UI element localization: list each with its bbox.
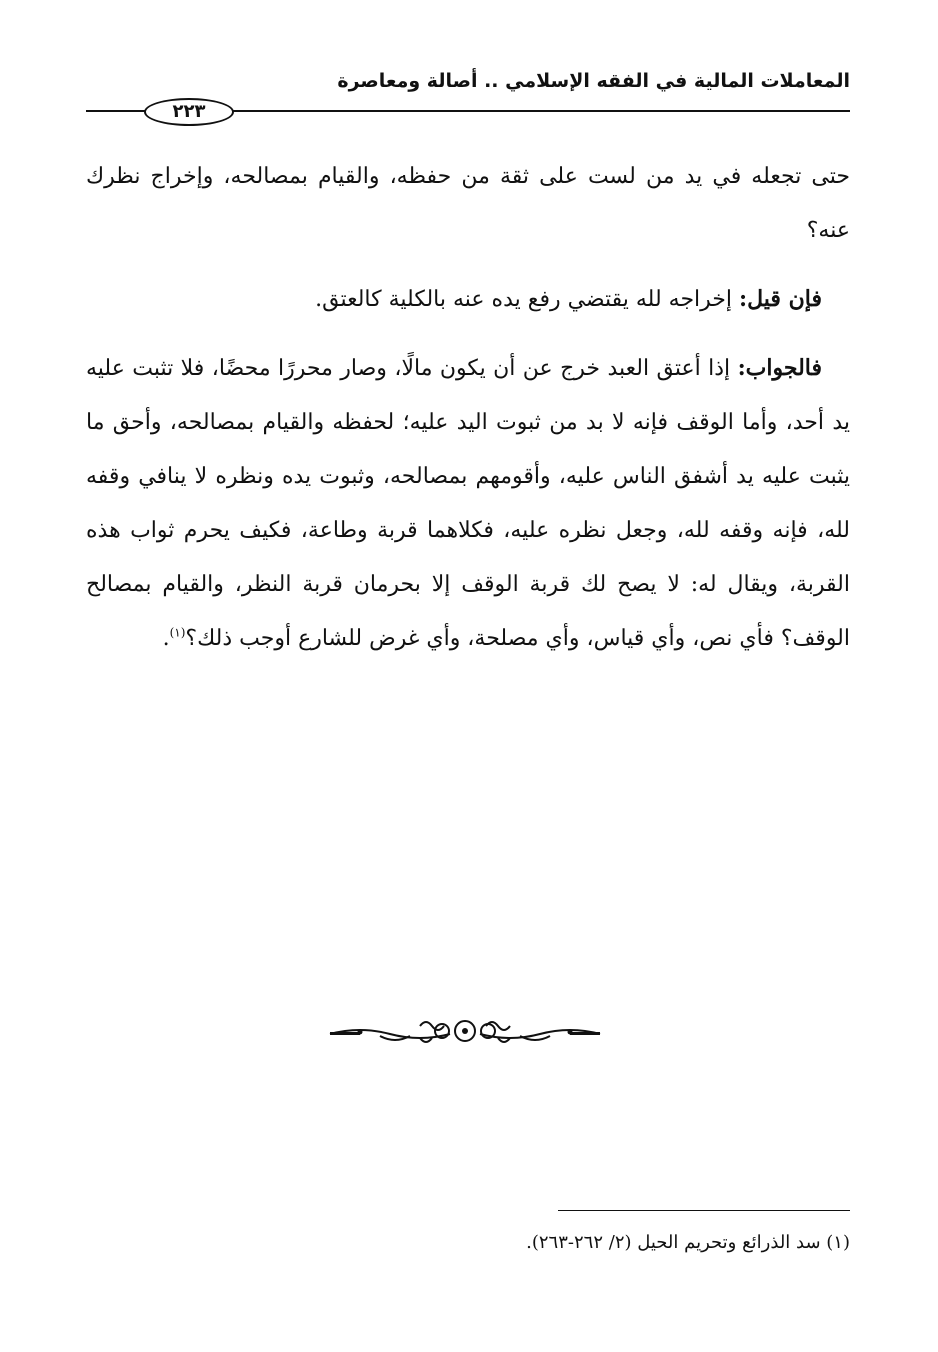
answer-label: فالجواب:: [737, 355, 822, 381]
footnote-separator: [558, 1210, 850, 1211]
answer-text: إذا أعتق العبد خرج عن أن يكون مالًا، وصار محررًا محضًا، فلا تثبت عليه يد أحد، وأما الوقف فإنه لا بد من ثبوت اليد عليه؛ لحفظه والقيام بمصالحه، وأحق ما يثبت عليه يد أشفق الناس عليه، وأقومهم بمصالحه، وثبوت يده ونظره لا ينافي وقفه لله، فإنه وقفه لله، وجعل نظره عليه، فكلاهما قربة وطاعة، فكيف يحرم ثواب هذه القربة، ويقال له: لا يصح لك قربة الوقف إلا بحرمان قربة النظر، والقيام بمصالح الوقف؟ فأي نص، وأي قياس، وأي مصلحة، وأي غرض للشارع أوجب ذلك؟: [86, 356, 850, 651]
question-label: فإن قيل:: [739, 286, 822, 312]
paragraph-continuation: حتى تجعله في يد من لست على ثقة من حفظه، والقيام بمصالحه، وإخراج نظرك عنه؟: [86, 164, 850, 243]
ornament-divider-icon: [320, 1014, 610, 1048]
page-header: [86, 70, 850, 122]
paragraph-question: [86, 272, 850, 327]
footnote-reference: (١): [169, 625, 186, 640]
running-title: المعاملات المالية في الفقه الإسلامي .. أصالة ومعاصرة: [337, 70, 850, 92]
page-number: ٢٢٣: [144, 98, 234, 126]
end-punctuation: .: [162, 626, 170, 651]
question-text: إخراجه لله يقتضي رفع يده عنه بالكلية كالعتق.: [315, 287, 740, 312]
paragraph-answer: [86, 341, 850, 666]
body-text: [86, 150, 850, 666]
footnote: (١) سد الذرائع وتحريم الحيل (٢/ ٢٦٢-٢٦٣).: [526, 1232, 850, 1253]
